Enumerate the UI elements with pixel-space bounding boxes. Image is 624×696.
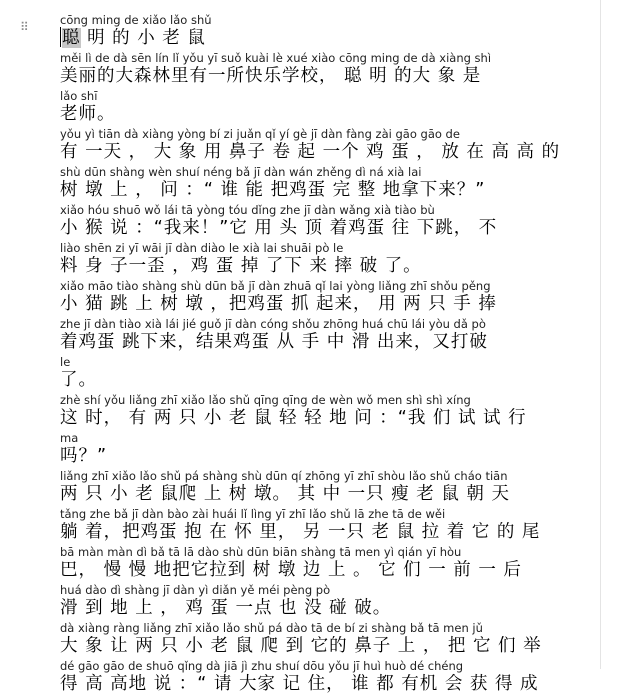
pinyin-line: ma	[60, 431, 79, 445]
text-cursor	[60, 27, 61, 47]
hanzi-line: 两 只 小 老 鼠爬 上 树 墩。 其 中 一只 瘦 老 鼠 朝 天	[60, 484, 510, 504]
hanzi-line: 老师。	[60, 104, 116, 124]
pinyin-line: liǎng zhī xiǎo lǎo shǔ pá shàng shù dūn qí zhōng yī zhī shòu lǎo shǔ cháo tiān	[60, 469, 508, 483]
pinyin-line: dà xiàng ràng liǎng zhī xiǎo lǎo shǔ pá dào tā de bí zi shàng bǎ tā men jǔ	[60, 621, 483, 635]
title-hanzi-rest: 明 的 小 老 鼠	[80, 28, 206, 48]
hanzi-line: 躺 着，把鸡蛋 抱 在 怀 里， 另 一只 老 鼠 拉 着 它 的 尾	[60, 522, 541, 542]
hanzi-line: 树 墩 上 ， 问 ：“ 谁 能 把鸡蛋 完 整 地拿下来？”	[60, 180, 486, 200]
document-body[interactable]	[60, 12, 592, 696]
pinyin-line: shù dūn shàng wèn shuí néng bǎ jī dàn wán zhěng dì ná xià lai	[60, 165, 422, 179]
pinyin-line: yǒu yì tiān dà xiàng yòng bí zi juǎn qǐ yí gè jī dàn fàng zài gāo gāo de	[60, 127, 460, 141]
pinyin-line: le	[60, 355, 71, 369]
title-hanzi	[60, 26, 592, 50]
pinyin-line: zhè shí yǒu liǎng zhī xiǎo lǎo shǔ qīng qīng de wèn wǒ men shì shì xíng	[60, 393, 471, 407]
hanzi-line: 滑 到 地 上 ， 鸡 蛋 一点 也 没 碰 破。	[60, 598, 392, 618]
hanzi-line: 着鸡蛋 跳下来，结果鸡蛋 从 手 中 滑 出来，又打破	[60, 332, 488, 352]
hanzi-line: 料 身 子一歪 ，鸡 蛋 掉 了下 来 摔 破 了。	[60, 256, 422, 276]
drag-handle-icon[interactable]: ⠿	[20, 20, 28, 34]
pinyin-line: měi lì de dà sēn lín lǐ yǒu yī suǒ kuài lè xué xiào cōng ming de dà xiàng shì	[60, 51, 492, 65]
pinyin-line: bā màn màn dì bǎ tā lā dào shù dūn biān shàng tā men yì qián yī hòu	[60, 545, 462, 559]
hanzi-line: 了。	[60, 370, 97, 390]
hanzi-line: 这 时， 有 两 只 小 老 鼠 轻 轻 地 问 ：“我 们 试 试 行	[60, 408, 527, 428]
pinyin-line: lǎo shī	[60, 89, 98, 103]
text-lines	[60, 52, 592, 696]
page-edge-rule	[600, 0, 601, 669]
selected-text[interactable]: 聪	[62, 28, 81, 48]
pinyin-line: zhe jī dàn tiào xià lái jié guǒ jī dàn cóng shǒu zhōng huá chū lái yòu dǎ pò	[60, 317, 486, 331]
pinyin-line: tǎng zhe bǎ jī dàn bào zài huái lǐ lìng yī zhī lǎo shǔ lā zhe tā de wěi	[60, 507, 446, 521]
pinyin-line: dé gāo gāo de shuō qǐng dà jiā jì zhu shuí dōu yǒu jī huì huò dé chéng	[60, 659, 464, 673]
hanzi-line: 吗？”	[60, 446, 108, 466]
hanzi-line: 有 一天 ， 大 象 用 鼻子 卷 起 一个 鸡 蛋 ， 放 在 高 高 的	[60, 142, 561, 162]
title-pinyin: cōng ming de xiǎo lǎo shǔ	[60, 13, 212, 27]
hanzi-line: 美丽的大森林里有一所快乐学校， 聪 明 的大 象 是	[60, 66, 482, 86]
hanzi-line: 巴， 慢 慢 地把它拉到 树 墩 边 上 。 它 们 一 前 一 后	[60, 560, 522, 580]
pinyin-line: xiǎo māo tiào shàng shù dūn bǎ jī dàn zhuā qǐ lai yòng liǎng zhī shǒu pěng	[60, 279, 491, 293]
hanzi-line: 小 猴 说 ：“我来！”它 用 头 顶 着鸡蛋 往 下跳， 不	[60, 218, 498, 238]
pinyin-line: xiǎo hóu shuō wǒ lái tā yòng tóu dǐng zhe jī dàn wǎng xià tiào bù	[60, 203, 435, 217]
pinyin-line: liào shēn zi yī wāi jī dàn diào le xià lai shuāi pò le	[60, 241, 344, 255]
pinyin-line: huá dào dì shàng jī dàn yì diǎn yě méi pèng pò	[60, 583, 331, 597]
hanzi-line: 小 猫 跳 上 树 墩 ，把鸡蛋 抓 起来， 用 两 只 手 捧	[60, 294, 497, 314]
hanzi-line: 得 高 高地 说 ：“ 请 大家 记 住， 谁 都 有机 会 获 得 成	[60, 674, 539, 694]
hanzi-line: 大 象 让 两 只 小 老 鼠 爬 到 它的 鼻子 上 ， 把 它 们 举	[60, 636, 542, 656]
